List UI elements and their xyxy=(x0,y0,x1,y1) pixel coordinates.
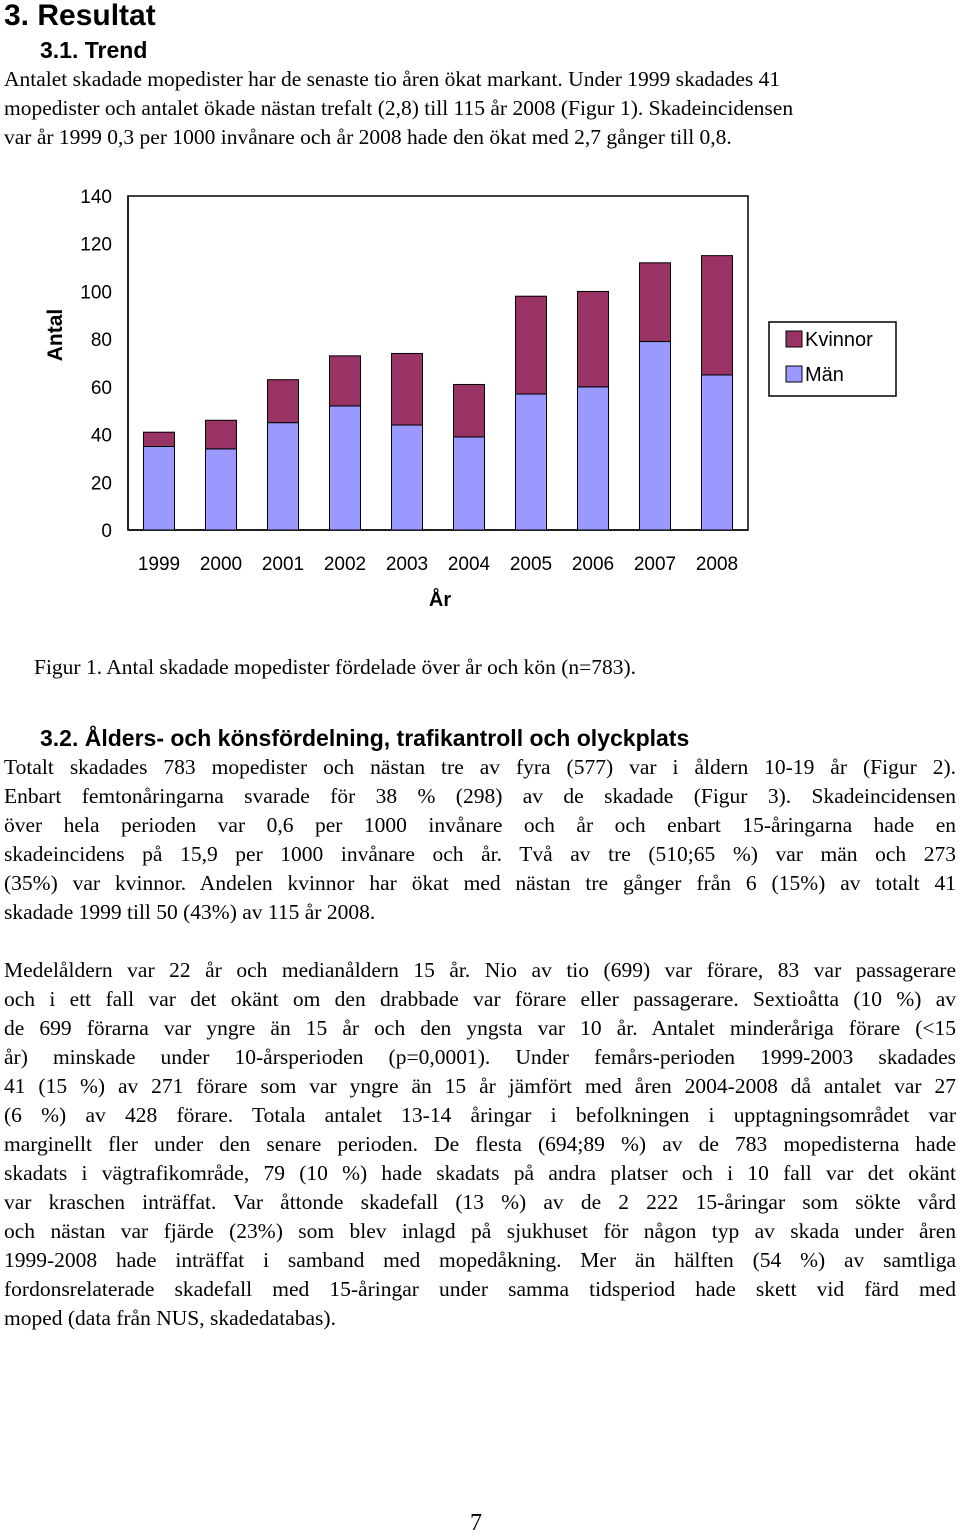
y-tick-label: 20 xyxy=(90,473,112,495)
role-paragraph-line: skadats i vägtrafikområde, 79 (10 %) hade skadats på andra platser och i 10 fall var det okänt xyxy=(4,1161,956,1185)
y-tick-label: 80 xyxy=(90,330,112,352)
x-tick-label: 2003 xyxy=(385,554,429,575)
bar-man-2008 xyxy=(702,375,733,530)
legend-swatch-kvinnor xyxy=(786,331,802,347)
x-tick-label: 2002 xyxy=(323,554,367,575)
legend-label-man: Män xyxy=(805,364,844,386)
bar-kvinnor-2001 xyxy=(268,380,299,423)
y-axis-tick-labels xyxy=(80,187,112,542)
role-paragraph-line: moped (data från NUS, skadedatabas). xyxy=(4,1306,336,1330)
x-axis-tick-labels xyxy=(138,554,738,575)
role-paragraph-line: Medelåldern var 22 år och medianåldern 15 år. Nio av tio (699) var förare, 83 var passagerare xyxy=(4,958,956,982)
role-paragraph-line: och nästan var fjärde (23%) som blev inlagd på sjukhuset för någon typ av skada under åren xyxy=(4,1219,956,1243)
x-tick-label: 2006 xyxy=(571,554,615,575)
legend-label-kvinnor: Kvinnor xyxy=(805,329,873,351)
bar-man-2001 xyxy=(268,423,299,530)
role-paragraph-line: och i ett fall var det okänt om den drabbade var förare eller passagerare. Sextioåtta (10 %) av xyxy=(4,987,956,1011)
trend-paragraph-line: var år 1999 0,3 per 1000 invånare och år 2008 hade den ökat med 2,7 gånger till 0,8. xyxy=(4,125,732,149)
figure-caption: Figur 1. Antal skadade mopedister fördelade över år och kön (n=783). xyxy=(34,655,637,679)
age-paragraph-line: Enbart femtonåringarna svarade för 38 % (298) av de skadade (Figur 3). Skadeincidensen xyxy=(4,784,956,808)
bar-kvinnor-2006 xyxy=(578,291,609,386)
role-paragraph-line: 1999-2008 hade inträffat i samband med mopedåkning. Mer än hälften (54 %) av samtliga xyxy=(4,1248,956,1272)
legend xyxy=(769,322,896,396)
y-tick-label: 100 xyxy=(80,282,112,304)
age-paragraph-line: skadade 1999 till 50 (43%) av 115 år 2008. xyxy=(4,900,376,924)
bar-kvinnor-2004 xyxy=(454,384,485,436)
x-tick-label: 2005 xyxy=(509,554,553,575)
age-paragraph-line: (35%) var kvinnor. Andelen kvinnor har ökat med nästan tre gånger från 6 (15%) av totalt 41 xyxy=(4,871,956,895)
trend-paragraph-line: Antalet skadade mopedister har de senaste tio åren ökat markant. Under 1999 skadades 41 xyxy=(4,67,781,91)
x-tick-label: 2004 xyxy=(447,554,491,575)
bar-man-2005 xyxy=(516,394,547,530)
role-paragraph-line: 41 (15 %) av 271 förare som var yngre än 15 år jämfört med åren 2004-2008 då antalet var 27 xyxy=(4,1074,956,1098)
y-axis-label: Antal xyxy=(44,308,67,362)
bar-man-2002 xyxy=(330,406,361,530)
x-axis-label: År xyxy=(428,589,452,611)
age-paragraph-line: skadeincidens på 15,9 per 1000 invånare och år. Två av tre (510;65 %) var män och 273 xyxy=(4,842,956,866)
age-paragraph-line: över hela perioden var 0,6 per 1000 invånare och år och enbart 15-åringarna hade en xyxy=(4,813,956,837)
bar-kvinnor-2002 xyxy=(330,356,361,406)
bar-man-2000 xyxy=(206,449,237,530)
bar-kvinnor-2008 xyxy=(702,256,733,375)
y-tick-label: 120 xyxy=(80,234,112,256)
role-paragraph-line: år) minskade under 10-årsperioden (p=0,0001). Under femårs-perioden 1999-2003 skadades xyxy=(4,1045,956,1069)
bar-man-2004 xyxy=(454,437,485,530)
bar-man-2003 xyxy=(392,425,423,530)
section-title-resultat: 3. Resultat xyxy=(4,0,156,32)
role-paragraph-line: de 699 förarna var yngre än 15 år och den yngsta var 10 år. Antalet minderåriga förare (<15 xyxy=(4,1016,956,1040)
subsection-title-trend: 3.1. Trend xyxy=(40,37,148,63)
role-paragraph-line: fordonsrelaterade skadefall med 15-åringar under samma tidsperiod hade skett vid färd med xyxy=(4,1277,956,1301)
stacked-bar-chart xyxy=(0,170,960,790)
bar-kvinnor-2005 xyxy=(516,296,547,394)
legend-swatch-man xyxy=(786,366,802,382)
x-tick-label: 2000 xyxy=(199,554,243,575)
bar-kvinnor-2003 xyxy=(392,353,423,425)
subsection-title-alder: 3.2. Ålders- och könsfördelning, trafikantroll och olyckplats xyxy=(40,725,690,751)
bar-man-2007 xyxy=(640,342,671,530)
y-tick-label: 0 xyxy=(101,521,112,542)
page-number: 7 xyxy=(470,1510,482,1536)
y-tick-label: 140 xyxy=(80,187,112,208)
x-tick-label: 1999 xyxy=(137,554,181,575)
role-paragraph-line: marginellt fler under den senare perioden. De flesta (694;89 %) av de 783 mopedisterna hade xyxy=(4,1132,956,1156)
role-paragraph xyxy=(4,956,956,1333)
role-paragraph-line: var kraschen inträffat. Var åttonde skadefall (13 %) av de 2 222 15-åringar som sökte vård xyxy=(4,1190,956,1214)
x-tick-label: 2007 xyxy=(633,554,677,575)
age-paragraph-line: Totalt skadades 783 mopedister och nästan tre av fyra (577) var i åldern 10-19 år (Figur 2). xyxy=(4,755,956,779)
y-tick-label: 60 xyxy=(90,377,112,399)
bar-man-1999 xyxy=(144,447,175,531)
age-paragraph xyxy=(4,753,956,927)
x-tick-label: 2008 xyxy=(695,554,739,575)
bar-kvinnor-2000 xyxy=(206,420,237,449)
trend-paragraph xyxy=(4,65,956,152)
bar-kvinnor-1999 xyxy=(144,432,175,446)
x-tick-label: 2001 xyxy=(261,554,305,575)
trend-paragraph-line: mopedister och antalet ökade nästan trefalt (2,8) till 115 år 2008 (Figur 1). Skadeincidensen xyxy=(4,96,794,120)
y-tick-label: 40 xyxy=(90,425,112,447)
bar-man-2006 xyxy=(578,387,609,530)
bar-group xyxy=(144,256,733,530)
bar-kvinnor-2007 xyxy=(640,263,671,342)
role-paragraph-line: (6 %) av 428 förare. Totala antalet 13-14 åringar i befolkningen i upptagningsområdet var xyxy=(4,1103,956,1127)
